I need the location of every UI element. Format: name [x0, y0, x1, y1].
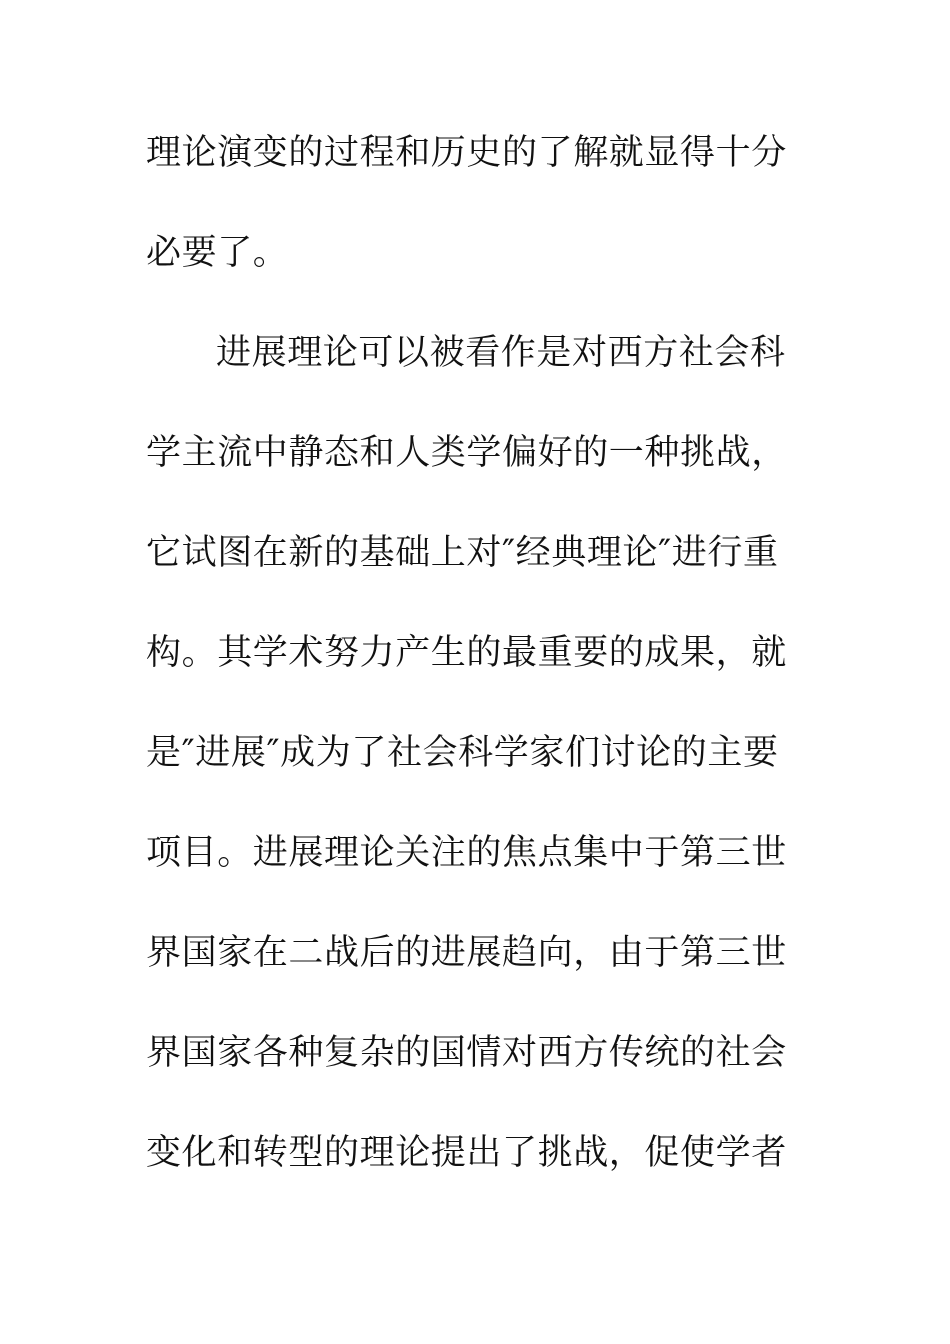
text-line: 理论演变的过程和历史的了解就显得十分 [146, 133, 787, 173]
text-line: 界国家在二战后的进展趋向，由于第三世 [146, 933, 787, 973]
text-line: 学主流中静态和人类学偏好的一种挑战， [146, 433, 787, 473]
text-line: 界国家各种复杂的国情对西方传统的社会 [146, 1033, 787, 1073]
paragraph-first-line: 进展理论可以被看作是对西方社会科 [216, 333, 786, 373]
text-line: 是″进展″成为了社会科学家们讨论的主要 [146, 733, 779, 773]
text-line: 变化和转型的理论提出了挑战，促使学者 [146, 1133, 787, 1173]
text-line: 构。其学术努力产生的最重要的成果，就 [146, 633, 787, 673]
text-line: 它试图在新的基础上对″经典理论″进行重 [146, 533, 779, 573]
text-line: 必要了。 [146, 233, 289, 273]
text-line: 项目。进展理论关注的焦点集中于第三世 [146, 833, 787, 873]
